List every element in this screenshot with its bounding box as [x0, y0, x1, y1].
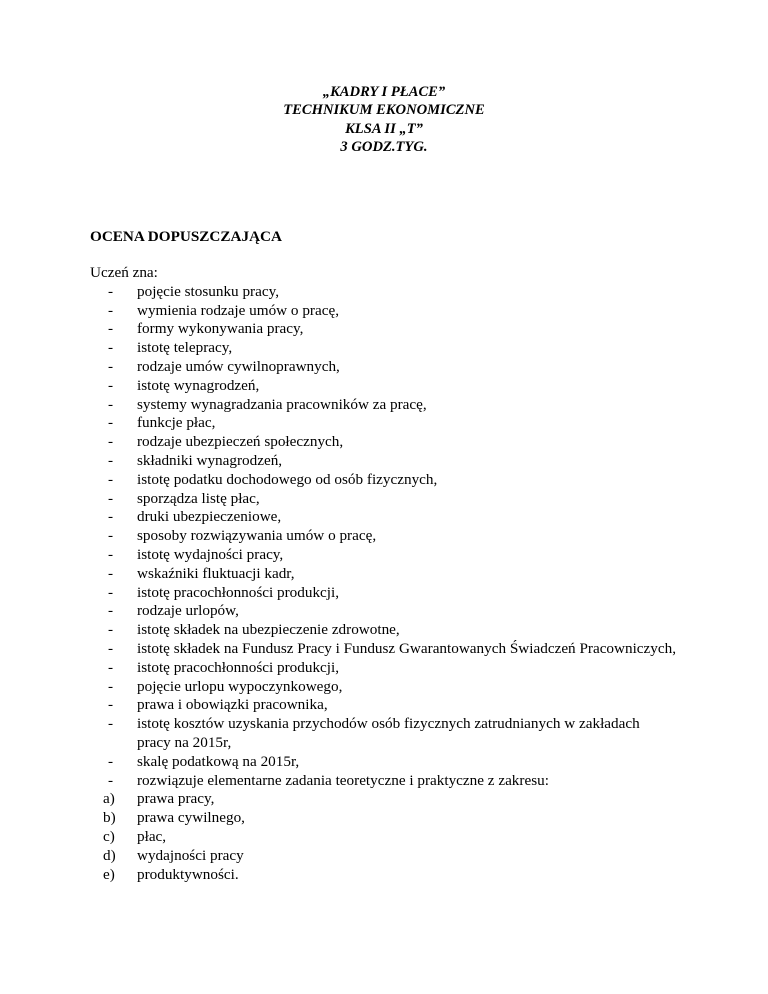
list-item-text: istotę wynagrodzeń, [137, 376, 260, 394]
list-item [0, 790, 677, 809]
intro-text: Uczeń zna: [90, 264, 158, 281]
list-item [0, 715, 677, 753]
grade-heading: OCENA DOPUSZCZAJĄCA [90, 228, 282, 245]
list-item [0, 696, 677, 715]
list-item [0, 847, 677, 866]
list-marker: - [108, 451, 114, 469]
list-marker: - [108, 677, 114, 695]
list-item-text: sposoby rozwiązywania umów o pracę, [137, 527, 377, 545]
list-item [0, 659, 677, 678]
list-item-text: istotę kosztów uzyskania przychodów osób fizycznych zatrudnianych w zakładach pracy na 2015r, [137, 715, 640, 751]
list-item [0, 866, 677, 885]
list-marker: - [108, 527, 114, 545]
list-item [0, 414, 677, 433]
list-item-text: istotę podatku dochodowego od osób fizycznych, [137, 470, 438, 488]
list-marker: - [108, 545, 114, 563]
list-item-text: funkcje płac, [137, 414, 216, 432]
list-marker: - [108, 621, 114, 639]
list-item [0, 302, 677, 321]
list-item-text: płac, [137, 827, 167, 845]
list-item-text: sporządza listę płac, [137, 489, 260, 507]
list-marker: - [108, 715, 114, 733]
list-item [0, 584, 677, 603]
list-item [0, 640, 677, 659]
list-marker: - [108, 696, 114, 714]
list-item-text: rodzaje umów cywilnoprawnych, [137, 357, 340, 375]
list-item [0, 490, 677, 509]
list-item [0, 320, 677, 339]
list-item-text: istotę telepracy, [137, 339, 233, 357]
list-item [0, 772, 677, 791]
list-marker: - [108, 639, 114, 657]
list-item-text: rozwiązuje elementarne zadania teoretyczne i praktyczne z zakresu: [137, 771, 549, 789]
list-item-text: systemy wynagradzania pracowników za pracę, [137, 395, 427, 413]
list-item-text: istotę składek na Fundusz Pracy i Fundusz Gwarantowanych Świadczeń Pracowniczych, [137, 639, 677, 657]
list-marker: - [108, 433, 114, 451]
list-marker: - [108, 320, 114, 338]
list-item [0, 452, 677, 471]
list-item-text: formy wykonywania pracy, [137, 320, 304, 338]
list-item-text: prawa cywilnego, [137, 809, 245, 827]
list-marker: - [108, 376, 114, 394]
list-item-text: wydajności pracy [137, 846, 244, 864]
requirements-list [0, 283, 768, 885]
list-item [0, 358, 677, 377]
list-item-text: wskaźniki fluktuacji kadr, [137, 564, 295, 582]
list-marker: - [108, 357, 114, 375]
school-name: TECHNIKUM EKONOMICZNE [283, 102, 485, 119]
list-item-text: skalę podatkową na 2015r, [137, 752, 300, 770]
list-item [0, 621, 677, 640]
list-marker: e) [103, 865, 115, 883]
list-item-text: produktywności. [137, 865, 239, 883]
list-marker: - [108, 508, 114, 526]
list-item [0, 339, 677, 358]
list-marker: - [108, 395, 114, 413]
list-item [0, 565, 677, 584]
list-item-text: druki ubezpieczeniowe, [137, 508, 282, 526]
list-marker: - [108, 564, 114, 582]
list-item [0, 753, 677, 772]
list-item-text: istotę pracochłonności produkcji, [137, 658, 340, 676]
list-item-text: wymienia rodzaje umów o pracę, [137, 301, 339, 319]
list-item [0, 377, 677, 396]
list-marker: - [108, 602, 114, 620]
list-item [0, 283, 677, 302]
list-item-text: istotę wydajności pracy, [137, 545, 284, 563]
list-item-text: prawa pracy, [137, 790, 215, 808]
list-item [0, 678, 677, 697]
list-item-text: składniki wynagrodzeń, [137, 451, 283, 469]
list-marker: - [108, 752, 114, 770]
document-header [0, 83, 768, 157]
list-item-text: rodzaje urlopów, [137, 602, 239, 620]
hours-per-week: 3 GODZ.TYG. [340, 139, 428, 156]
list-marker: - [108, 489, 114, 507]
list-item-text: pojęcie stosunku pracy, [137, 282, 279, 300]
list-marker: b) [103, 809, 116, 827]
list-item [0, 508, 677, 527]
list-marker: - [108, 470, 114, 488]
list-item-text: rodzaje ubezpieczeń społecznych, [137, 433, 344, 451]
list-item [0, 828, 677, 847]
list-item [0, 602, 677, 621]
list-item [0, 809, 677, 828]
class-name: KLSA II „T” [345, 120, 423, 137]
list-marker: - [108, 658, 114, 676]
list-item-text: pojęcie urlopu wypoczynkowego, [137, 677, 343, 695]
list-item [0, 396, 677, 415]
list-item [0, 546, 677, 565]
list-item [0, 527, 677, 546]
list-marker: - [108, 583, 114, 601]
list-item [0, 433, 677, 452]
list-marker: a) [103, 790, 115, 808]
list-item [0, 471, 677, 490]
list-marker: - [108, 414, 114, 432]
list-marker: d) [103, 846, 116, 864]
list-marker: c) [103, 827, 115, 845]
list-marker: - [108, 771, 114, 789]
list-item-text: istotę pracochłonności produkcji, [137, 583, 340, 601]
list-item-text: prawa i obowiązki pracownika, [137, 696, 328, 714]
list-marker: - [108, 301, 114, 319]
list-marker: - [108, 339, 114, 357]
list-item-text: istotę składek na ubezpieczenie zdrowotne, [137, 621, 400, 639]
list-marker: - [108, 282, 114, 300]
course-title: „KADRY I PŁACE” [322, 84, 446, 100]
